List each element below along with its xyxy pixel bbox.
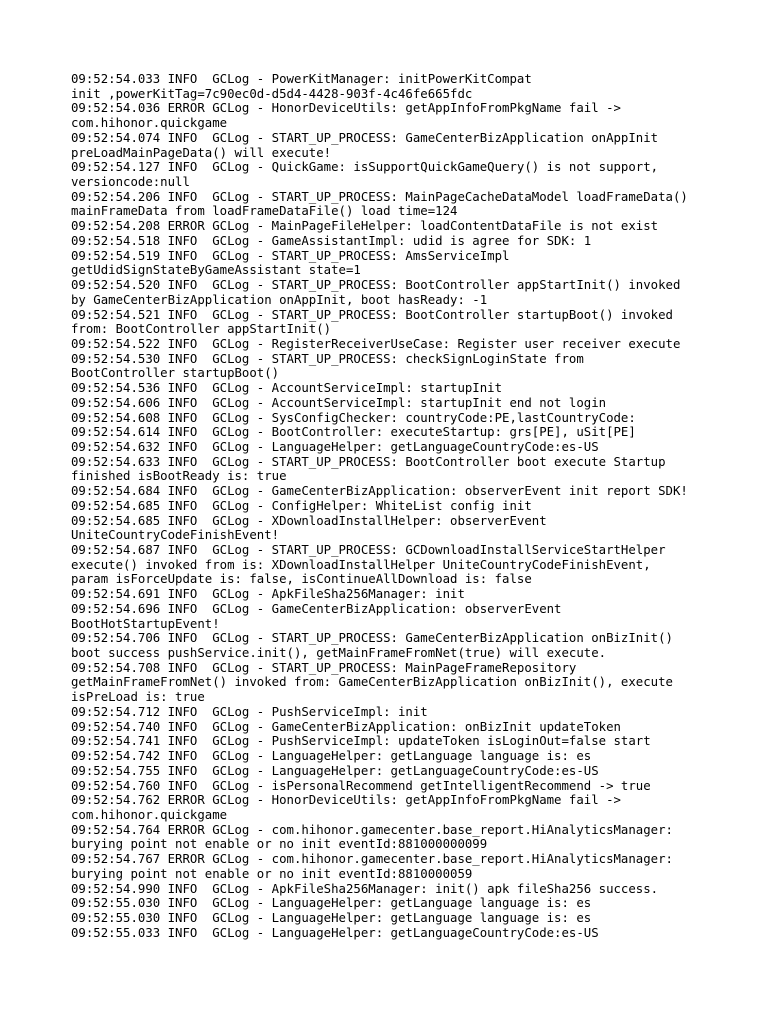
log-line: burying point not enable or no init eventId:8810000059 <box>71 866 473 881</box>
log-line: versioncode:null <box>71 175 190 190</box>
log-document <box>71 72 761 940</box>
log-line: init ,powerKitTag=7c90ec0d-d5d4-4428-903f-4c46fe665fdc <box>71 86 473 101</box>
log-line: 09:52:54.764 ERROR GCLog - com.hihonor.gamecenter.base_report.HiAnalyticsManager: <box>71 822 673 837</box>
log-line: 09:52:54.691 INFO GCLog - ApkFileSha256Manager: init <box>71 587 465 602</box>
log-line: by GameCenterBizApplication onAppInit, boot hasReady: -1 <box>71 292 488 307</box>
log-line: 09:52:54.127 INFO GCLog - QuickGame: isSupportQuickGameQuery() is not support, <box>71 160 659 175</box>
log-line: mainFrameData from loadFrameDataFile() load time=124 <box>71 204 458 219</box>
log-line: BootController startupBoot() <box>71 366 280 381</box>
log-line: 09:52:54.520 INFO GCLog - START_UP_PROCESS: BootController appStartInit() invoked <box>71 278 681 293</box>
log-line: 09:52:55.033 INFO GCLog - LanguageHelper: getLanguageCountryCode:es-US <box>71 925 599 940</box>
log-line: 09:52:54.521 INFO GCLog - START_UP_PROCESS: BootController startupBoot() invoked <box>71 307 673 322</box>
log-line: 09:52:54.755 INFO GCLog - LanguageHelper: getLanguageCountryCode:es-US <box>71 763 599 778</box>
log-line: com.hihonor.quickgame <box>71 116 228 131</box>
log-line: 09:52:54.708 INFO GCLog - START_UP_PROCESS: MainPageFrameRepository <box>71 660 577 675</box>
log-line: 09:52:54.687 INFO GCLog - START_UP_PROCESS: GCDownloadInstallServiceStartHelper <box>71 543 666 557</box>
log-line: 09:52:55.030 INFO GCLog - LanguageHelper: getLanguage language is: es <box>71 910 592 925</box>
log-line: execute() invoked from is: XDownloadInstallHelper UniteCountryCodeFinishEvent, <box>71 557 651 572</box>
log-line: isPreLoad is: true <box>71 690 205 705</box>
log-line: 09:52:54.685 INFO GCLog - ConfigHelper: WhiteList config init <box>71 498 532 513</box>
log-line: BootHotStartupEvent! <box>71 616 220 631</box>
log-line: 09:52:54.074 INFO GCLog - START_UP_PROCESS: GameCenterBizApplication onAppInit <box>71 130 659 145</box>
log-line: preLoadMainPageData() will execute! <box>71 145 332 160</box>
log-line: burying point not enable or no init eventId:881000000099 <box>71 837 488 852</box>
log-line: 09:52:54.036 ERROR GCLog - HonorDeviceUtils: getAppInfoFromPkgName fail -> <box>71 101 621 116</box>
log-line: 09:52:54.696 INFO GCLog - GameCenterBizApplication: observerEvent <box>71 601 562 616</box>
log-line: 09:52:54.522 INFO GCLog - RegisterReceiverUseCase: Register user receiver execute <box>71 336 681 351</box>
log-line: 09:52:54.742 INFO GCLog - LanguageHelper: getLanguage language is: es <box>71 749 592 764</box>
log-line: 09:52:54.706 INFO GCLog - START_UP_PROCESS: GameCenterBizApplication onBizInit() <box>71 631 673 646</box>
log-line: 09:52:54.518 INFO GCLog - GameAssistantImpl: udid is agree for SDK: 1 <box>71 233 592 248</box>
log-line: 09:52:54.760 INFO GCLog - isPersonalRecommend getIntelligentRecommend -> true <box>71 778 651 793</box>
log-line: 09:52:54.519 INFO GCLog - START_UP_PROCESS: AmsServiceImpl <box>71 248 510 263</box>
log-line: from: BootController appStartInit() <box>71 322 332 337</box>
log-line: 09:52:54.614 INFO GCLog - BootController: executeStartup: grs[PE], uSit[PE] <box>71 425 636 440</box>
log-line: 09:52:54.740 INFO GCLog - GameCenterBizApplication: onBizInit updateToken <box>71 719 621 734</box>
log-line: 09:52:54.530 INFO GCLog - START_UP_PROCESS: checkSignLoginState from <box>71 351 584 366</box>
log-line: 09:52:54.762 ERROR GCLog - HonorDeviceUtils: getAppInfoFromPkgName fail -> <box>71 793 621 808</box>
log-line: 09:52:54.633 INFO GCLog - START_UP_PROCESS: BootController boot execute Startup <box>71 454 666 469</box>
log-line: 09:52:54.208 ERROR GCLog - MainPageFileHelper: loadContentDataFile is not exist <box>71 219 659 234</box>
log-line: 09:52:54.206 INFO GCLog - START_UP_PROCESS: MainPageCacheDataModel loadFrameData() <box>71 189 688 204</box>
log-line: 09:52:54.608 INFO GCLog - SysConfigChecker: countryCode:PE,lastCountryCode: <box>71 410 636 425</box>
log-line: boot success pushService.init(), getMainFrameFromNet(true) will execute. <box>71 646 607 661</box>
log-line: 09:52:54.741 INFO GCLog - PushServiceImpl: updateToken isLoginOut=false start <box>71 734 651 749</box>
log-line: 09:52:54.767 ERROR GCLog - com.hihonor.gamecenter.base_report.HiAnalyticsManager: <box>71 852 673 867</box>
log-line: param isForceUpdate is: false, isContinueAllDownload is: false <box>71 572 532 587</box>
log-line: finished isBootReady is: true <box>71 469 287 484</box>
log-line: 09:52:54.990 INFO GCLog - ApkFileSha256Manager: init() apk fileSha256 success. <box>71 881 659 896</box>
log-line: getMainFrameFromNet() invoked from: GameCenterBizApplication onBizInit(), execute <box>71 675 673 690</box>
log-line: getUdidSignStateByGameAssistant state=1 <box>71 263 361 278</box>
log-line: 09:52:55.030 INFO GCLog - LanguageHelper: getLanguage language is: es <box>71 896 592 911</box>
log-line: 09:52:54.536 INFO GCLog - AccountServiceImpl: startupInit <box>71 381 503 396</box>
log-line: 09:52:54.632 INFO GCLog - LanguageHelper: getLanguageCountryCode:es-US <box>71 439 599 454</box>
log-line: UniteCountryCodeFinishEvent! <box>71 528 280 543</box>
log-line: 09:52:54.685 INFO GCLog - XDownloadInstallHelper: observerEvent <box>71 513 547 528</box>
log-line: com.hihonor.quickgame <box>71 807 228 822</box>
log-line: 09:52:54.606 INFO GCLog - AccountServiceImpl: startupInit end not login <box>71 395 607 410</box>
log-line: 09:52:54.712 INFO GCLog - PushServiceImpl: init <box>71 704 428 719</box>
log-line: 09:52:54.684 INFO GCLog - GameCenterBizApplication: observerEvent init report SDK! <box>71 484 688 499</box>
log-line: 09:52:54.033 INFO GCLog - PowerKitManager: initPowerKitCompat <box>71 72 532 86</box>
